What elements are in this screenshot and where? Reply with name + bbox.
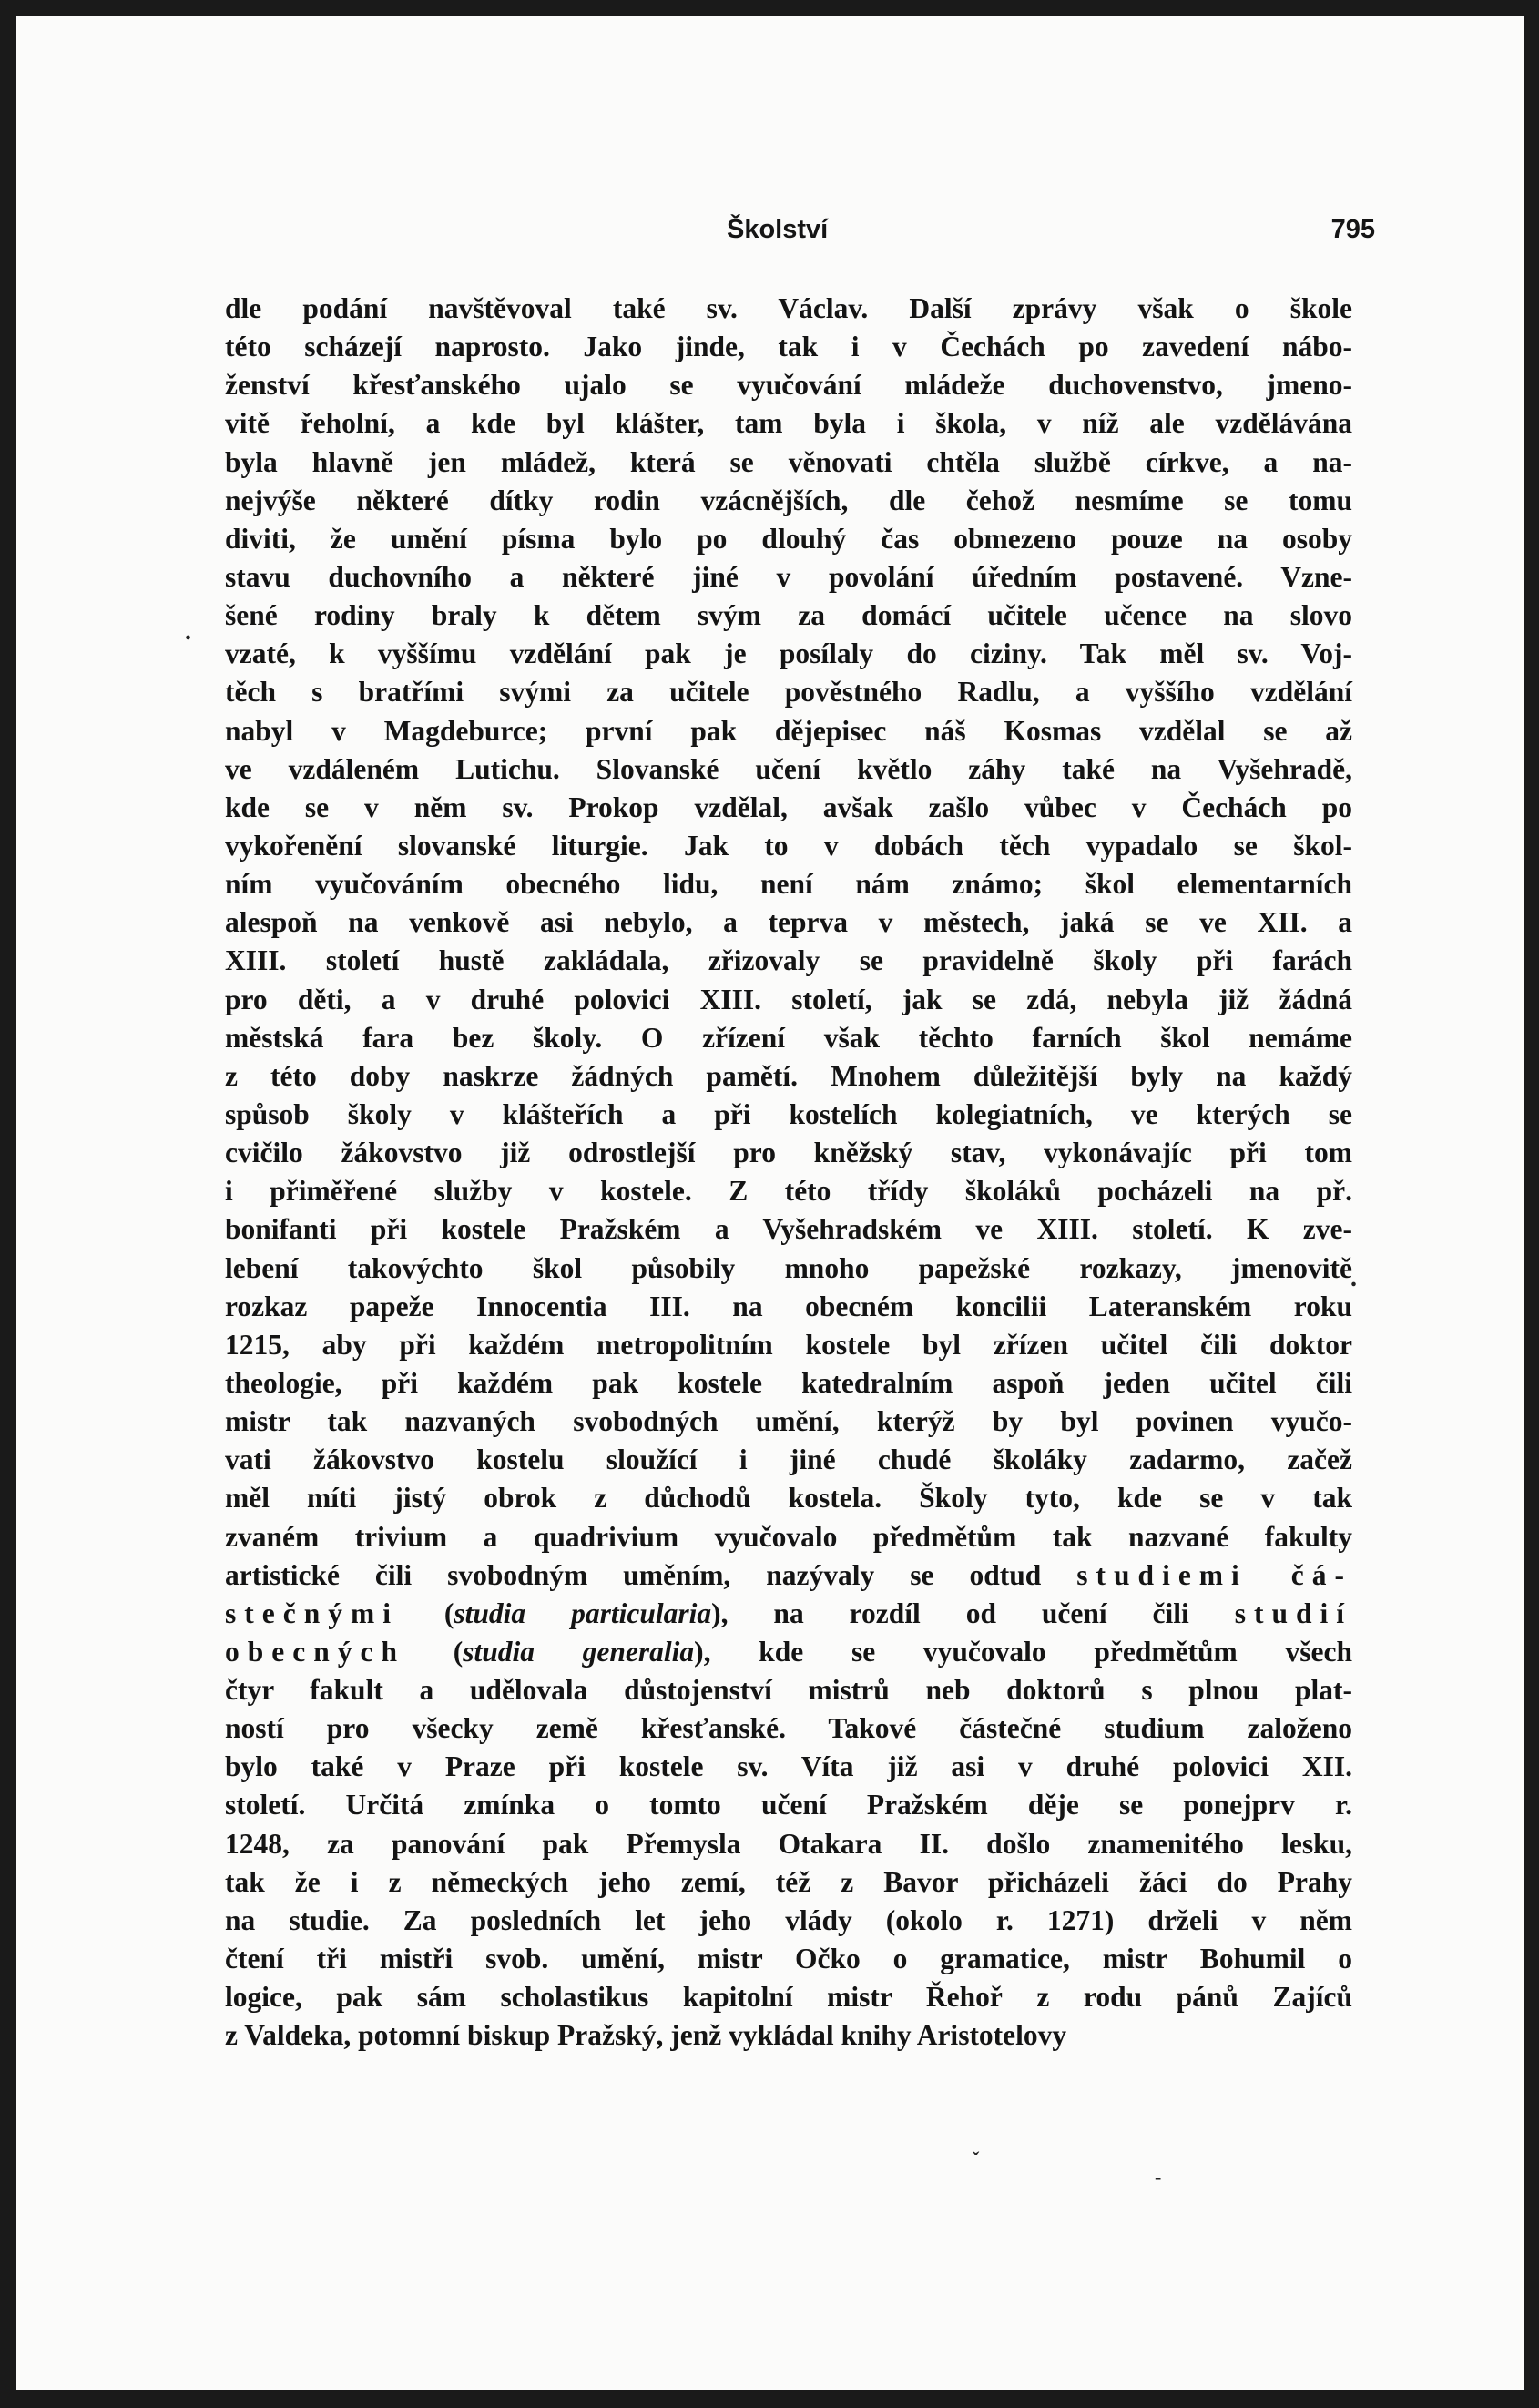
text-line: zvaném trivium a quadrivium vyučovalo předmětům tak nazvané fakulty	[225, 1520, 1352, 1553]
spaced-term: stečnými	[225, 1597, 399, 1629]
text-line: nabyl v Magdeburce; první pak dějepisec náš Kosmas vzdělal se až	[225, 714, 1352, 747]
text-line: XIII. století hustě zakládala, zřizovaly se pravidelně školy při farách	[225, 944, 1352, 977]
text-line: ve vzdáleném Lutichu. Slovanské učení květlo záhy také na Vyšehradě,	[225, 752, 1352, 785]
text-line: lebení takovýchto škol působily mnoho papežské rozkazy, jmenovitě	[225, 1251, 1352, 1284]
text-segment: ), na rozdíl od učení čili	[711, 1597, 1235, 1629]
text-line: theologie, při každém pak kostele katedralním aspoň jeden učitel čili	[225, 1366, 1352, 1399]
text-line: 1215, aby při každém metropolitním kostele byl zřízen učitel čili doktor	[225, 1328, 1352, 1361]
text-line: měl míti jistý obrok z důchodů kostela. Školy tyto, kde se v tak	[225, 1482, 1352, 1515]
text-line: spůsob školy v klášteřích a při kostelích kolegiatních, ve kterých se	[225, 1097, 1352, 1130]
text-line: vykořenění slovanské liturgie. Jak to v dobách těch vypadalo se škol-	[225, 829, 1352, 862]
text-line: nejvýše některé dítky rodin vzácnějších, dle čehož nesmíme se tomu	[225, 484, 1352, 516]
margin-speck: .	[1350, 1264, 1357, 1292]
text-line: logice, pak sám scholastikus kapitolní mistr Řehoř z rodu pánů Zajíců	[225, 1981, 1352, 2014]
text-segment: ), kde se vyučovalo předmětům všech	[694, 1635, 1352, 1668]
text-line: diviti, že umění písma bylo po dlouhý čas obmezeno pouze na osoby	[225, 522, 1352, 555]
margin-speck: .	[185, 617, 191, 646]
spaced-term: studií	[1234, 1597, 1353, 1629]
text-line: na studie. Za posledních let jeho vlády (okolo r. 1271) drželi v něm	[225, 1903, 1352, 1936]
text-line: šené rodiny braly k dětem svým za domácí učitele učence na slovo	[225, 599, 1352, 632]
page-number: 795	[1330, 215, 1375, 244]
text-line: tak že i z německých jeho zemí, též z Bavor přicházeli žáci do Prahy	[225, 1865, 1352, 1898]
text-line: bonifanti při kostele Pražském a Vyšehradském ve XIII. století. K zve-	[225, 1213, 1352, 1246]
text-line: ním vyučováním obecného lidu, není nám známo; škol elementarních	[225, 868, 1352, 901]
text-line: bylo také v Praze při kostele sv. Víta již asi v druhé polovici XII.	[225, 1750, 1352, 1783]
text-segment: (	[398, 1597, 454, 1629]
page-header	[16, 215, 1524, 251]
text-segment: artistické čili svobodným uměním, nazývaly se odtud	[225, 1558, 1077, 1591]
text-line: dle podání navštěvoval také sv. Václav. Další zprávy však o škole	[225, 292, 1352, 324]
text-line: ností pro všecky země křesťanské. Takové částečné studium založeno	[225, 1712, 1352, 1745]
text-line: století. Určitá zmínka o tomto učení Pražském děje se ponejprv r.	[225, 1789, 1352, 1821]
text-line: rozkaz papeže Innocentia III. na obecném koncilii Lateranském roku	[225, 1290, 1352, 1322]
text-line: z Valdeka, potomní biskup Pražský, jenž vykládal knihy Aristotelovy	[225, 2019, 1067, 2052]
text-line: těch s bratřími svými za učitele pověstného Radlu, a vyššího vzdělání	[225, 676, 1352, 709]
text-line	[225, 1633, 1352, 1671]
text-line: mistr tak nazvaných svobodných umění, kterýž by byl povinen vyučo-	[225, 1405, 1352, 1438]
text-line: kde se v něm sv. Prokop vzdělal, avšak zašlo vůbec v Čechách po	[225, 791, 1352, 823]
text-line: byla hlavně jen mládež, která se věnovati chtěla službě církve, a na-	[225, 445, 1352, 478]
text-line	[225, 1556, 1352, 1595]
margin-speck: ˇ	[973, 2148, 980, 2170]
text-line: 1248, za panování pak Přemysla Otakara II. došlo znamenitého lesku,	[225, 1827, 1352, 1860]
text-line: cvičilo žákovstvo již odrostlejší pro kněžský stav, vykonávajíc při tom	[225, 1137, 1352, 1169]
text-line: alespoň na venkově asi nebylo, a teprva v městech, jaká se ve XII. a	[225, 906, 1352, 939]
text-line: městská fara bez školy. O zřízení však těchto farních škol nemáme	[225, 1021, 1352, 1054]
book-page	[16, 16, 1524, 2390]
margin-speck: -	[1155, 2166, 1162, 2189]
text-line	[225, 1595, 1352, 1633]
body-text	[225, 290, 1352, 2055]
text-line: této scházejí naprosto. Jako jinde, tak i v Čechách po zavedení nábo-	[225, 331, 1352, 363]
spaced-term: studiemi čá-	[1076, 1558, 1352, 1591]
spaced-term: obecných	[225, 1635, 405, 1668]
text-line: stavu duchovního a některé jiné v povolání úředním postavené. Vzne-	[225, 560, 1352, 593]
latin-term: studia generalia	[463, 1635, 695, 1668]
text-segment: (	[405, 1635, 464, 1668]
text-line: pro děti, a v druhé polovici XIII. století, jak se zdá, nebyla již žádná	[225, 983, 1352, 1015]
running-title: Školství	[727, 215, 829, 244]
text-line: vati žákovstvo kostelu sloužící i jiné chudé školáky zadarmo, začež	[225, 1444, 1352, 1476]
text-line: čtení tři mistři svob. umění, mistr Očko o gramatice, mistr Bohumil o	[225, 1943, 1352, 1975]
text-line: i přiměřené služby v kostele. Z této třídy školáků pocházeli na př.	[225, 1175, 1352, 1208]
text-line: ženství křesťanského ujalo se vyučování mládeže duchovenstvo, jmeno-	[225, 369, 1352, 402]
text-line: čtyr fakult a udělovala důstojenství mistrů neb doktorů s plnou plat-	[225, 1674, 1352, 1707]
text-line: vitě řeholní, a kde byl klášter, tam byla i škola, v níž ale vzdělávána	[225, 407, 1352, 440]
text-line: vzaté, k vyššímu vzdělání pak je posílaly do ciziny. Tak měl sv. Voj-	[225, 638, 1352, 670]
latin-term: studia particularia	[454, 1597, 712, 1629]
text-line: z této doby naskrze žádných pamětí. Mnohem důležitější byly na každý	[225, 1059, 1352, 1092]
